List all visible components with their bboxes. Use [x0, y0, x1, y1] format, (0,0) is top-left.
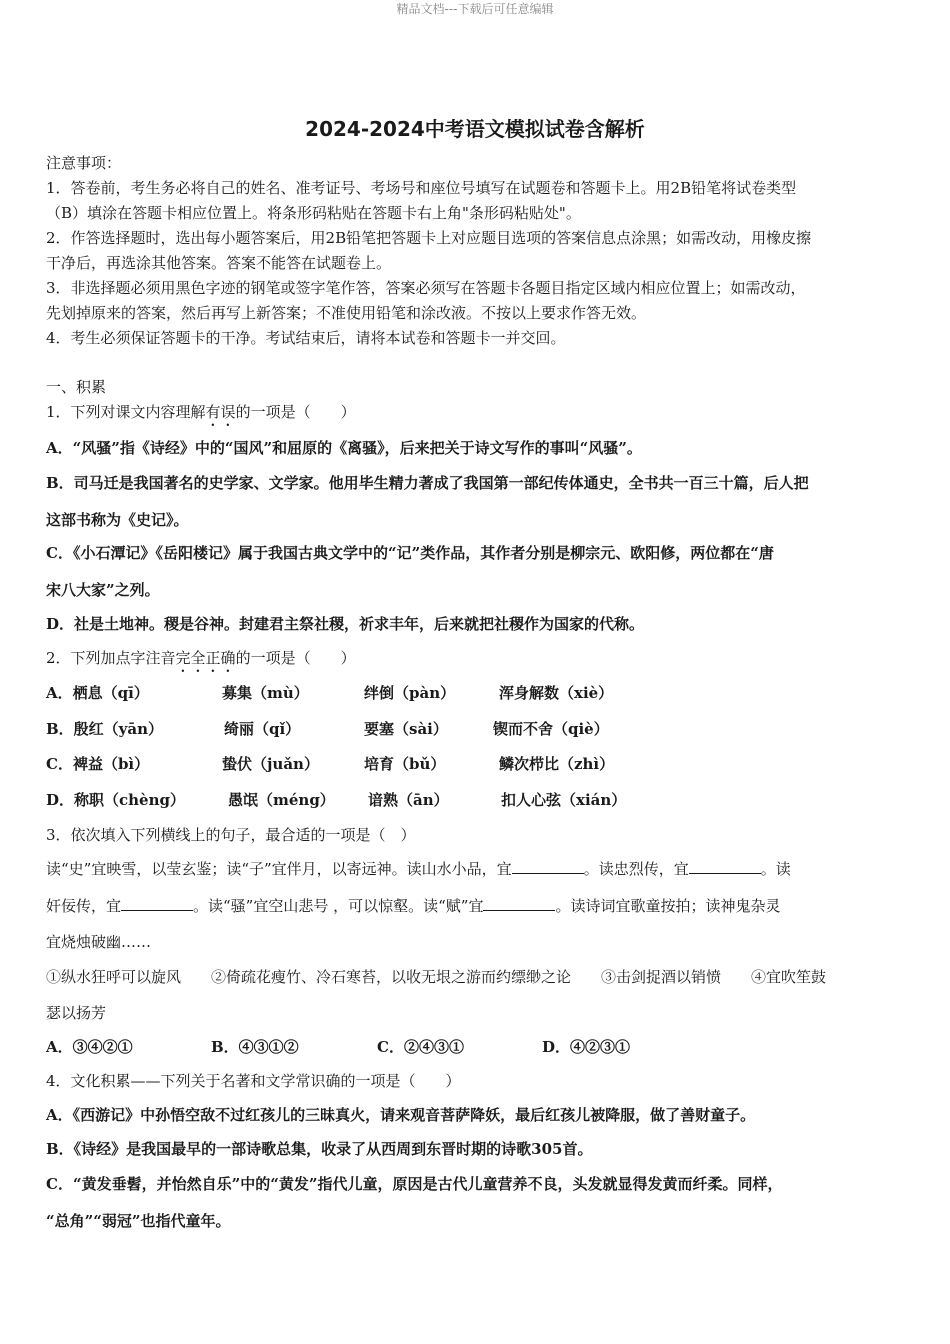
q3-text: 。读“骚”宜空山悲号 ，可以惊壑。读“赋”宜 [193, 897, 484, 915]
q1-stem [46, 401, 906, 430]
q2-option: A．栖息（qī） [46, 684, 149, 702]
q2-option: B．殷红（yān） [46, 720, 164, 738]
q3-passage-line: 宜烧烛破幽…… [46, 933, 152, 951]
q3-choice: B．④③①② [211, 1038, 299, 1056]
notice-item: 4．考生必须保证答题卡的干净。考试结束后，请将本试卷和答题卡一并交回。 [46, 329, 566, 347]
q2-stem-b: 的一项是（ ） [235, 649, 356, 667]
q3-choice: C．②④③① [377, 1038, 464, 1056]
q4-option-b: B．《诗经》是我国最早的一部诗歌总集，收录了从西周到东晋时期的诗歌305首。 [46, 1140, 593, 1158]
q3-options: ①纵水狂呼可以旋风 ②倚疏花瘦竹、冷石寒苔，以收无垠之游而约缥缈之论 ③击剑捉酒以销愤 ④宜吹笙鼓 [46, 968, 827, 986]
q3-blank [689, 859, 761, 874]
notice-item: 3．非选择题必须用黑色字迹的钢笔或签字笔作答，答案必须写在答题卡各题目指定区域内相应位置上；如需改动， [46, 279, 806, 297]
notice-item: （B）填涂在答题卡相应位置上。将条形码粘贴在答题卡右上角"条形码粘贴处"。 [46, 204, 581, 222]
q2-stem-a: 2．下列加点字注音 [46, 649, 176, 667]
section-heading: 一、积累 [46, 378, 107, 396]
q3-choice: D．④②③① [542, 1038, 631, 1056]
notice-item: 1．答卷前，考生务必将自己的姓名、准考证号、考场号和座位号填写在试题卷和答题卡上。用2B铅笔将试卷类型 [46, 179, 797, 197]
header-note: 精品文档---下载后可任意编辑 [396, 2, 554, 16]
q1-stem-a: 1．下列对课文内容理解 [46, 403, 206, 421]
q3-text: 。读 [760, 860, 791, 878]
q2-option: 绊倒（pàn） [364, 684, 456, 702]
q3-options-cont: 瑟以扬芳 [46, 1004, 107, 1022]
q2-option: 鳞次栉比（zhì） [499, 755, 615, 773]
q2-option: 要塞（sài） [364, 720, 448, 738]
q1-option-c: C．《小石潭记》《岳阳楼记》属于我国古典文学中的“记”类作品，其作者分别是柳宗元、欧阳修，两位都在“唐 [46, 544, 774, 562]
page-title: 2024-2024中考语文模拟试卷含解析 [305, 117, 645, 141]
q3-text: 。读忠烈传，宜 [583, 860, 689, 878]
q1-stem-emphasis: 有误 [205, 403, 236, 421]
q4-option-c: C．“黄发垂髫，并怡然自乐”中的“黄发”指代儿童，原因是古代儿童营养不良，头发就显得发黄而纤柔。同样， [46, 1175, 783, 1193]
q1-option-c-cont: 宋八大家”之列。 [46, 581, 160, 599]
notice-item: 先划掉原来的答案，然后再写上新答案；不准使用铅笔和涂改液。不按以上要求作答无效。 [46, 304, 647, 322]
q2-option: 绮丽（qǐ） [224, 720, 301, 738]
q2-option: 蛰伏（juǎn） [222, 755, 319, 773]
q3-passage-line [46, 858, 906, 879]
q2-option: 浑身解数（xiè） [499, 684, 614, 702]
q2-stem [46, 647, 906, 676]
q1-stem-b: 的一项是（ ） [235, 403, 356, 421]
q2-option: D．称职（chèng） [46, 791, 185, 809]
q2-option: 募集（mù） [222, 684, 309, 702]
q3-blank [483, 896, 555, 911]
notice-item: 2．作答选择题时，选出每小题答案后，用2B铅笔把答题卡上对应题目选项的答案信息点涂黑；如需改动，用橡皮擦 [46, 229, 812, 247]
q4-option-c-cont: “总角”“弱冠”也指代童年。 [46, 1212, 231, 1230]
q3-blank [121, 896, 193, 911]
notice-heading: 注意事项： [46, 154, 122, 172]
q4-option-a: A．《西游记》中孙悟空敌不过红孩儿的三昧真火，请来观音菩萨降妖，最后红孩儿被降服，做了善财童子。 [46, 1106, 756, 1124]
q2-option: 谙熟（ān） [368, 791, 449, 809]
q1-option-d: D．社是土地神。稷是谷神。封建君主祭社稷，祈求丰年，后来就把社稷作为国家的代称。 [46, 615, 645, 633]
q2-option: 培育（bǔ） [364, 755, 446, 773]
q3-passage-line [46, 895, 906, 916]
q2-option: 扣人心弦（xián） [501, 791, 627, 809]
q1-option-a: A．“风骚”指《诗经》中的“国风”和屈原的《离骚》，后来把关于诗文写作的事叫“风骚”。 [46, 439, 642, 457]
q3-text: 读“史”宜映雪，以莹玄鉴；读“子”宜伴月，以寄远神。读山水小品，宜 [46, 860, 512, 878]
q2-option: 锲而不舍（qiè） [493, 720, 609, 738]
q2-stem-emphasis: 完全正确 [175, 649, 236, 667]
q4-stem: 4．文化积累——下列关于名著和文学常识确的一项是（ ） [46, 1072, 461, 1090]
q2-option: C．裨益（bì） [46, 755, 150, 773]
q2-option: 愚氓（méng） [228, 791, 335, 809]
q3-choice: A．③④②① [46, 1038, 133, 1056]
q3-text: 奸佞传，宜 [46, 897, 122, 915]
q1-option-b: B．司马迁是我国著名的史学家、文学家。他用毕生精力著成了我国第一部纪传体通史，全书共一百三十篇，后人把 [46, 474, 809, 492]
notice-item: 干净后，再选涂其他答案。答案不能答在试题卷上。 [46, 254, 392, 272]
q3-text: 。读诗词宜歌童按拍；读神鬼杂灵 [555, 897, 781, 915]
q3-blank [512, 859, 584, 874]
q1-option-b-cont: 这部书称为《史记》。 [46, 511, 189, 529]
q3-stem: 3．依次填入下列横线上的句子，最合适的一项是（ ） [46, 826, 416, 844]
